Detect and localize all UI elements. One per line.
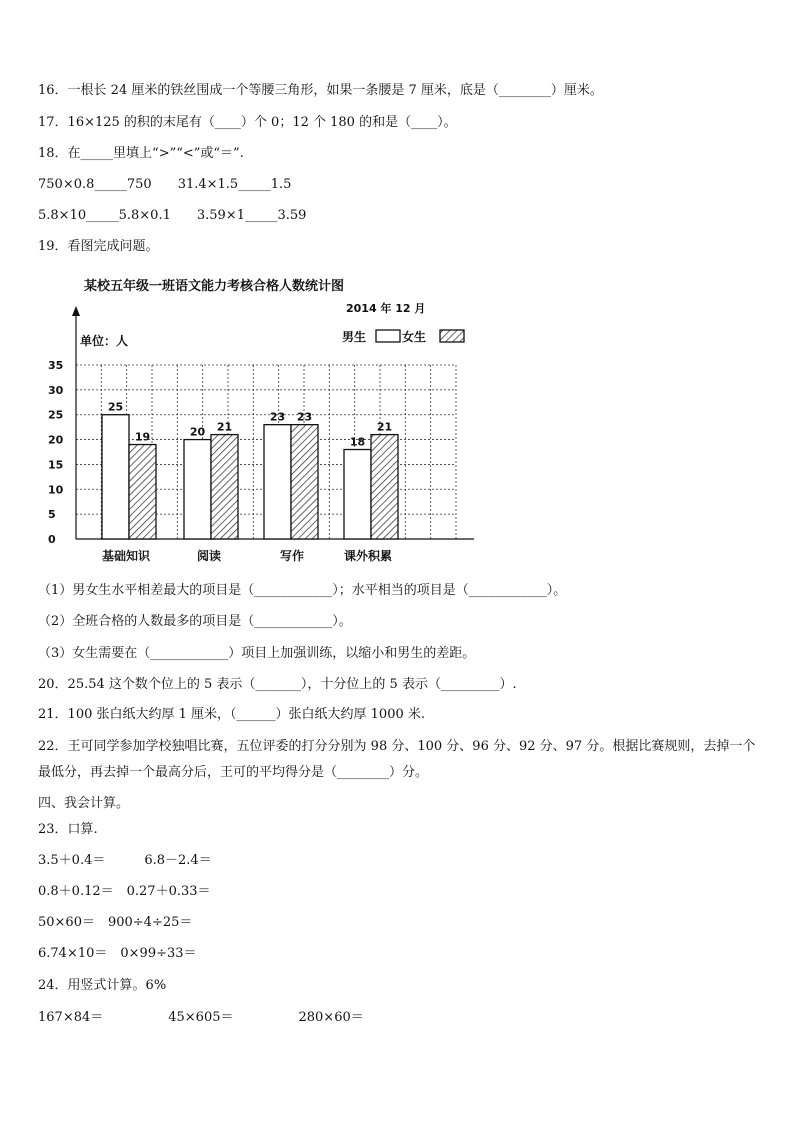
bar-value-label: 19 <box>134 430 151 444</box>
question-21: 21．100 张白纸大约厚 1 厘米，（______）张白纸大约厚 1000 米. <box>38 707 426 722</box>
y-tick-label: 15 <box>48 458 64 472</box>
y-tick-label: 30 <box>48 383 64 397</box>
bar-girls <box>129 445 156 539</box>
question-23-row-1: 3.5＋0.4＝ 6.8－2.4＝ <box>38 853 212 868</box>
bar-value-label: 21 <box>216 420 233 434</box>
question-18-row-1: 750×0.8_____750 31.4×1.5_____1.5 <box>38 177 292 192</box>
y-tick-label: 20 <box>48 433 64 447</box>
bar-value-label: 25 <box>107 400 124 414</box>
bar-value-label: 23 <box>296 410 313 424</box>
y-tick-labels <box>48 359 64 546</box>
chart-title: 某校五年级一班语文能力考核合格人数统计图 <box>84 279 345 294</box>
question-19: 19．看图完成问题。 <box>38 239 159 254</box>
question-16: 16．一根长 24 厘米的铁丝围成一个等腰三角形，如果一条腰是 7 厘米，底是（________）厘米。 <box>38 83 603 98</box>
bar-value-label: 18 <box>349 435 366 449</box>
x-tick-label: 基础知识 <box>101 549 151 563</box>
legend-label-girls: 女生 <box>402 330 427 344</box>
y-tick-label: 0 <box>48 533 56 546</box>
bar-chart <box>38 268 478 573</box>
bar-girls <box>291 425 318 539</box>
question-24-row-1: 167×84＝ 45×605＝ 280×60＝ <box>38 1010 364 1025</box>
question-19-sub-2: （2）全班合格的人数最多的项目是（____________）。 <box>38 614 352 629</box>
bar-boys <box>264 425 291 539</box>
bar-value-label: 23 <box>269 410 286 424</box>
bar-girls <box>371 435 398 539</box>
x-tick-labels <box>102 548 392 563</box>
chart-subtitle: 2014 年 12 月 <box>346 302 426 315</box>
chart-bars <box>102 401 398 539</box>
question-23: 23．口算. <box>38 822 98 837</box>
y-tick-label: 10 <box>48 483 64 497</box>
y-tick-label: 25 <box>48 408 64 422</box>
y-tick-label: 5 <box>48 508 56 522</box>
x-tick-label: 阅读 <box>196 549 222 563</box>
bar-boys <box>344 450 371 539</box>
bar-boys <box>184 440 211 539</box>
y-tick-label: 35 <box>48 359 64 372</box>
question-19-sub-3: （3）女生需要在（____________）项目上加强训练，以缩小和男生的差距。 <box>38 646 476 661</box>
legend-swatch-boys <box>376 330 400 342</box>
bar-value-label: 21 <box>376 420 393 434</box>
question-18: 18．在_____里填上“>”“<”或“＝”. <box>38 146 244 161</box>
question-23-row-2: 0.8＋0.12＝ 0.27＋0.33＝ <box>38 884 211 899</box>
question-23-row-4: 6.74×10＝ 0×99÷33＝ <box>38 946 197 961</box>
question-20: 20．25.54 这个数个位上的 5 表示（_______），十分位上的 5 表示（_________）. <box>38 677 517 692</box>
x-tick-label: 课外积累 <box>343 549 393 563</box>
question-18-row-2: 5.8×10_____5.8×0.1 3.59×1_____3.59 <box>38 208 307 223</box>
question-19-sub-1: （1）男女生水平相差最大的项目是（____________）；水平相当的项目是（____________）。 <box>38 583 567 598</box>
bar-boys <box>102 415 129 539</box>
question-23-row-3: 50×60＝ 900÷4÷25＝ <box>38 915 193 930</box>
x-tick-label: 写作 <box>279 549 305 563</box>
question-24: 24．用竖式计算。6% <box>38 978 167 993</box>
y-axis-arrow <box>72 306 80 316</box>
legend-label-boys: 男生 <box>342 330 367 344</box>
legend-swatch-girls <box>440 330 464 342</box>
question-22: 22．王可同学参加学校独唱比赛，五位评委的打分分别为 98 分、100 分、96 分、92 分、97 分。根据比赛规则，去掉一个最低分，再去掉一个最高分后，王可的平均得分是（________）分。 <box>38 739 756 780</box>
bar-girls <box>211 435 238 539</box>
bar-value-label: 20 <box>189 425 206 439</box>
question-17: 17．16×125 的积的末尾有（____）个 0；12 个 180 的和是（____）。 <box>38 115 457 130</box>
section-4-heading: 四、我会计算。 <box>38 796 130 811</box>
chart-legend <box>342 329 464 344</box>
chart-unit-label: 单位：人 <box>80 334 129 348</box>
